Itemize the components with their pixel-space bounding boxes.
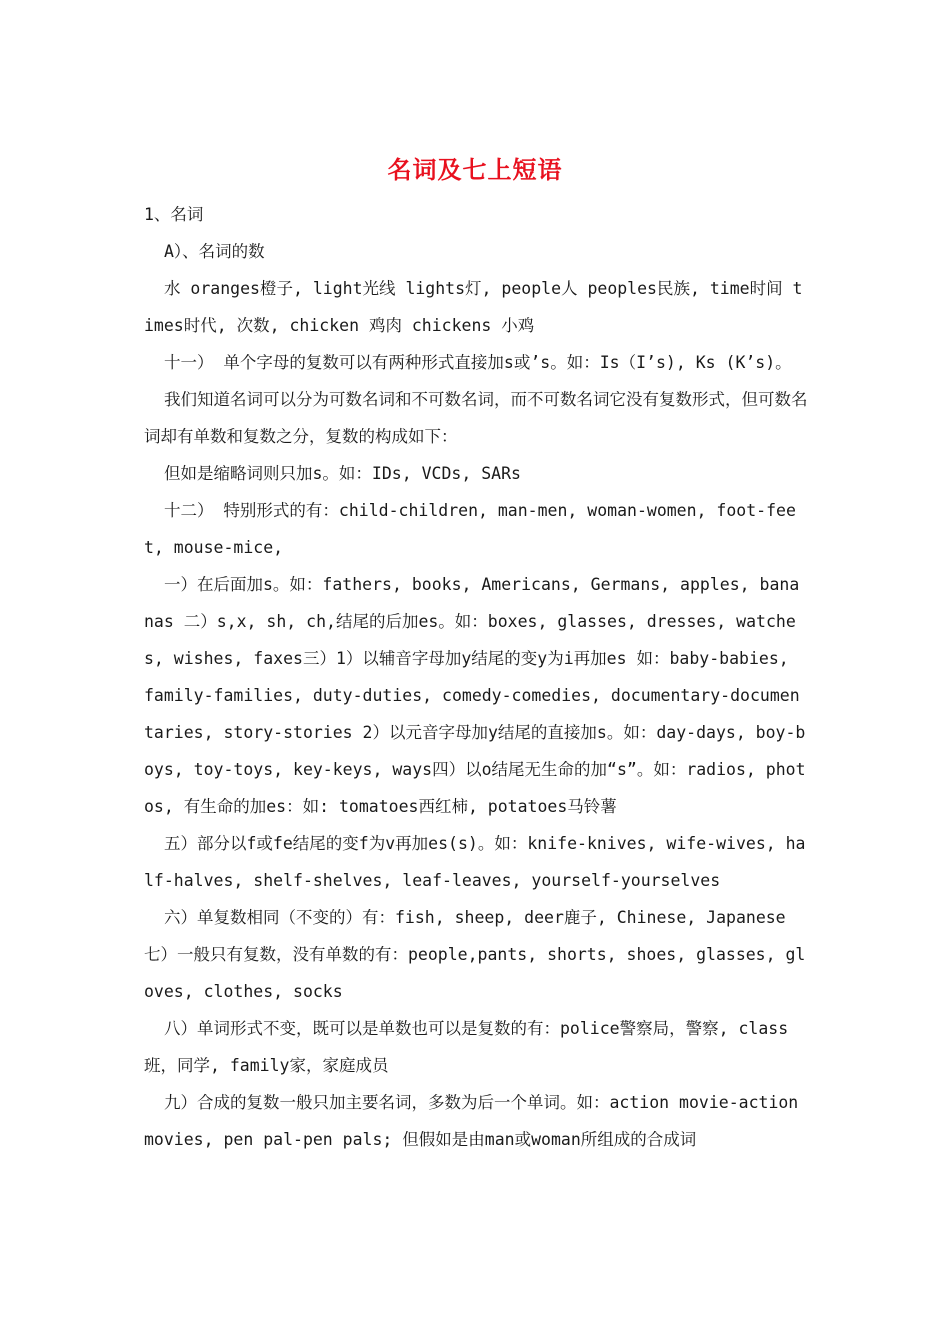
paragraph: 十二） 特别形式的有：child-children, man-men, woman-women, foot-feet, mouse-mice, [144,501,796,557]
paragraph: 我们知道名词可以分为可数名词和不可数名词，而不可数名词它没有复数形式，但可数名词却有单数和复数之分，复数的构成如下： [144,390,808,446]
paragraph: 九）合成的复数一般只加主要名词，多数为后一个单词。如：action movie-action movies, pen pal-pen pals; 但假如是由man或woman所组成的合成词 [144,1093,799,1149]
paragraph: 但如是缩略词则只加s。如：IDs, VCDs, SARs [164,464,521,483]
paragraph: 1、名词 [144,205,204,224]
paragraph: 水 oranges橙子, light光线 lights灯, people人 peoples民族, time时间 times时代, 次数, chicken 鸡肉 chickens 小鸡 [144,279,803,335]
document-title: 名词及七上短语 [387,155,563,184]
paragraph: 五）部分以f或fe结尾的变f为v再加es(s)。如：knife-knives, wife-wives, half-halves, shelf-shelves, leaf-leaves, yourself-yourselves [144,834,806,890]
paragraph: 一）在后面加s。如：fathers, books, Americans, Germans, apples, bananas 二）s,x, sh, ch,结尾的后加es。如：boxes, glasses, dresses, watches, wishes, faxes三）1）以辅音字母加y结尾的变y为i再加es 如：baby-babies, family-families, duty-duties, comedy-comedies, documentary-documentaries, story-stories 2）以元音字母加y结尾的直接加s。如：day-days, boy-boys, toy-toys, key-keys, ways四）以o结尾无生命的加“s”。如：radios, photos, 有生命的加es：如: tomatoes西红柿, potatoes马铃薯 [144,575,806,816]
document-body [144,196,808,1158]
paragraph: 六）单复数相同（不变的）有：fish, sheep, deer鹿子, Chinese, Japanese 七）一般只有复数，没有单数的有：people,pants, shorts, shoes, glasses, gloves, clothes, socks [144,908,806,1001]
paragraph: 十一） 单个字母的复数可以有两种形式直接加s或’s。如：Is（I’s), Ks (K’s)。 [164,353,792,372]
paragraph: A）、名词的数 [164,242,265,261]
paragraph: 八）单词形式不变，既可以是单数也可以是复数的有：police警察局，警察, class班，同学, family家，家庭成员 [144,1019,789,1075]
